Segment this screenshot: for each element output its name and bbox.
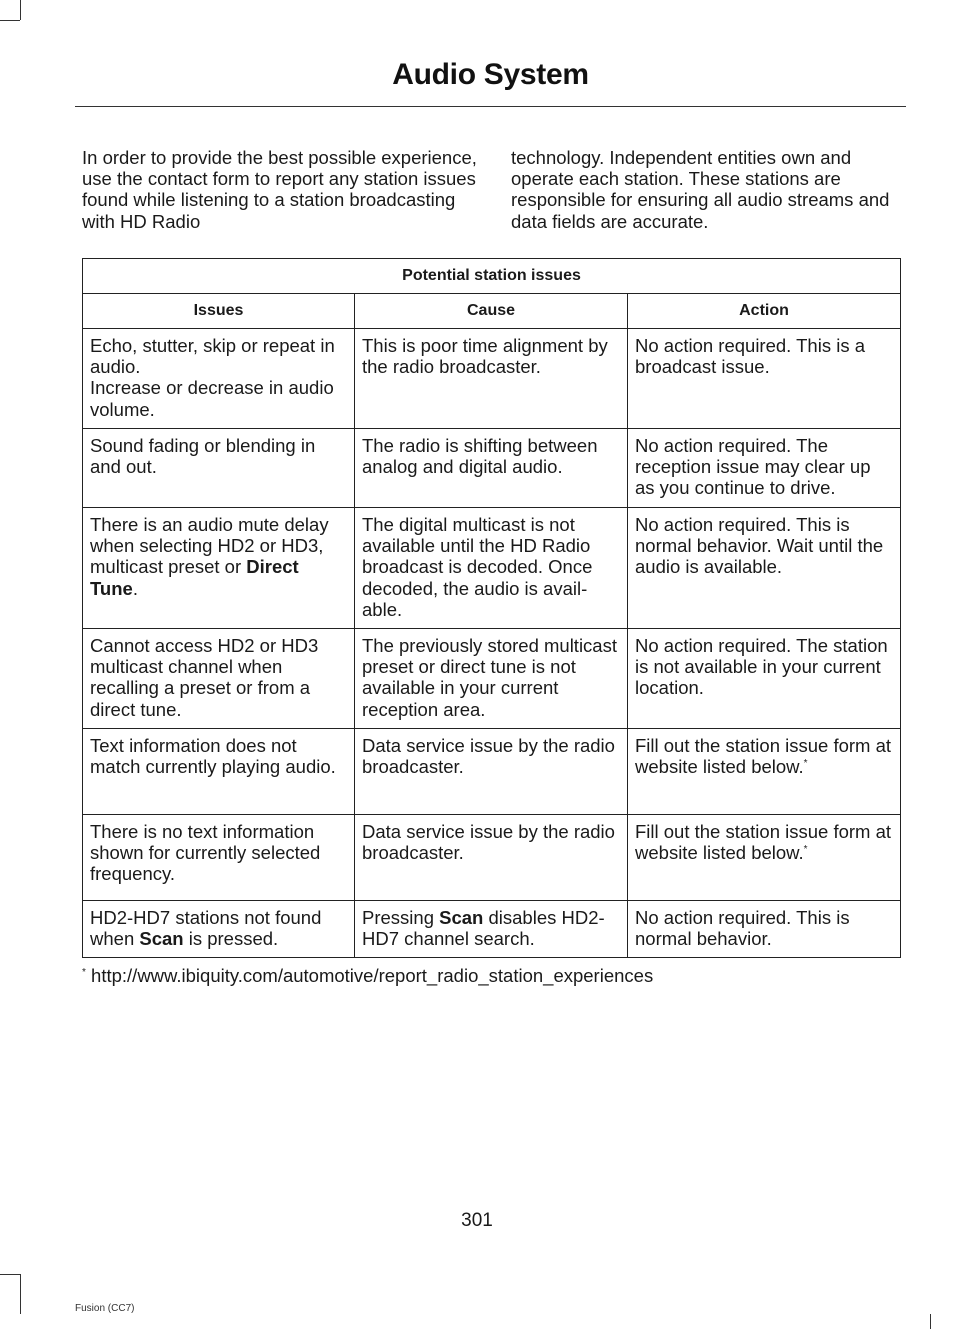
header-divider — [75, 106, 906, 107]
table-row — [83, 729, 901, 815]
issue-cell — [83, 508, 355, 629]
action-cell — [628, 815, 901, 901]
cause-cell: Data service issue by the radio broadcaster. — [355, 729, 628, 815]
footer-model-label: Fusion (CC7) — [75, 1303, 135, 1314]
cause-cell: The digital multicast is not available until the HD Radio broadcast is decoded. Once decoded, the audio is avail-able. — [355, 508, 628, 629]
footnote-marker: * — [82, 966, 86, 978]
action-cell: No action required. The station is not available in your current location. — [628, 629, 901, 729]
issue-line: Increase or decrease in audio volume. — [90, 377, 334, 420]
intro-paragraph-right: technology. Independent entities own and operate each station. These stations are responsible for ensuring all audio streams and data fields are accurate. — [511, 147, 890, 232]
cause-cell: The radio is shifting between analog and digital audio. — [355, 429, 628, 508]
column-header-cause: Cause — [355, 294, 628, 329]
table-caption: Potential station issues — [83, 259, 901, 294]
action-cell: No action required. This is normal behavior. — [628, 901, 901, 958]
crop-mark — [20, 1274, 21, 1314]
scan-label: Scan — [439, 907, 484, 929]
footnote-marker: * — [803, 844, 808, 856]
action-cell: No action required. The reception issue may clear up as you continue to drive. — [628, 429, 901, 508]
direct-tune-label: Direct Tune — [90, 556, 299, 599]
station-issues-table — [82, 258, 901, 958]
issue-cell: Text information does not match currently playing audio. — [83, 729, 355, 815]
action-cell: No action required. This is a broadcast issue. — [628, 329, 901, 429]
table-row — [83, 901, 901, 958]
action-cell — [628, 729, 901, 815]
cause-cell: Data service issue by the radio broadcaster. — [355, 815, 628, 901]
page-number: 301 — [461, 1210, 493, 1231]
scan-label: Scan — [139, 928, 184, 950]
issue-line: Echo, stutter, skip or repeat in audio. — [90, 335, 335, 378]
crop-mark — [20, 0, 21, 20]
table-row — [83, 815, 901, 901]
issue-text: HD2-HD7 stations not found when — [90, 907, 322, 950]
issue-cell: Sound fading or blending in and out. — [83, 429, 355, 508]
action-text: Fill out the station issue form at website listed below. — [635, 735, 892, 778]
table-header-row — [83, 294, 901, 329]
issue-cell: Cannot access HD2 or HD3 multicast channel when recalling a preset or from a direct tune. — [83, 629, 355, 729]
column-header-action: Action — [628, 294, 901, 329]
issue-text: There is an audio mute delay when selecting HD2 or HD3, multicast preset or — [90, 514, 329, 578]
issue-text-end: . — [132, 577, 138, 599]
issue-cell — [83, 329, 355, 429]
cause-cell — [355, 901, 628, 958]
cause-text-end: disables HD2-HD7 channel search. — [362, 907, 605, 950]
table-row — [83, 329, 901, 429]
page-title: Audio System — [392, 58, 589, 91]
crop-mark — [0, 20, 20, 21]
issue-text-end: is pressed. — [183, 928, 279, 950]
intro-paragraph-left: In order to provide the best possible experience, use the contact form to report any station issues found while listening to a station broadcasting with HD Radio — [82, 147, 477, 232]
cause-cell: The previously stored multicast preset or direct tune is not available in your current reception area. — [355, 629, 628, 729]
issue-cell: There is no text information shown for currently selected frequency. — [83, 815, 355, 901]
column-header-issues: Issues — [83, 294, 355, 329]
footnote-marker: * — [803, 758, 808, 770]
footnote — [82, 965, 653, 987]
cause-cell: This is poor time alignment by the radio broadcaster. — [355, 329, 628, 429]
crop-mark — [930, 1314, 931, 1329]
issue-cell — [83, 901, 355, 958]
footnote-url: http://www.ibiquity.com/automotive/report_radio_station_experiences — [85, 965, 654, 986]
action-text: Fill out the station issue form at website listed below. — [635, 821, 892, 864]
crop-mark — [0, 1274, 20, 1275]
table-row — [83, 508, 901, 629]
table-caption-row — [83, 259, 901, 294]
table-row — [83, 429, 901, 508]
cause-text: Pressing — [362, 907, 440, 929]
action-cell: No action required. This is normal behavior. Wait until the audio is available. — [628, 508, 901, 629]
table-row — [83, 629, 901, 729]
